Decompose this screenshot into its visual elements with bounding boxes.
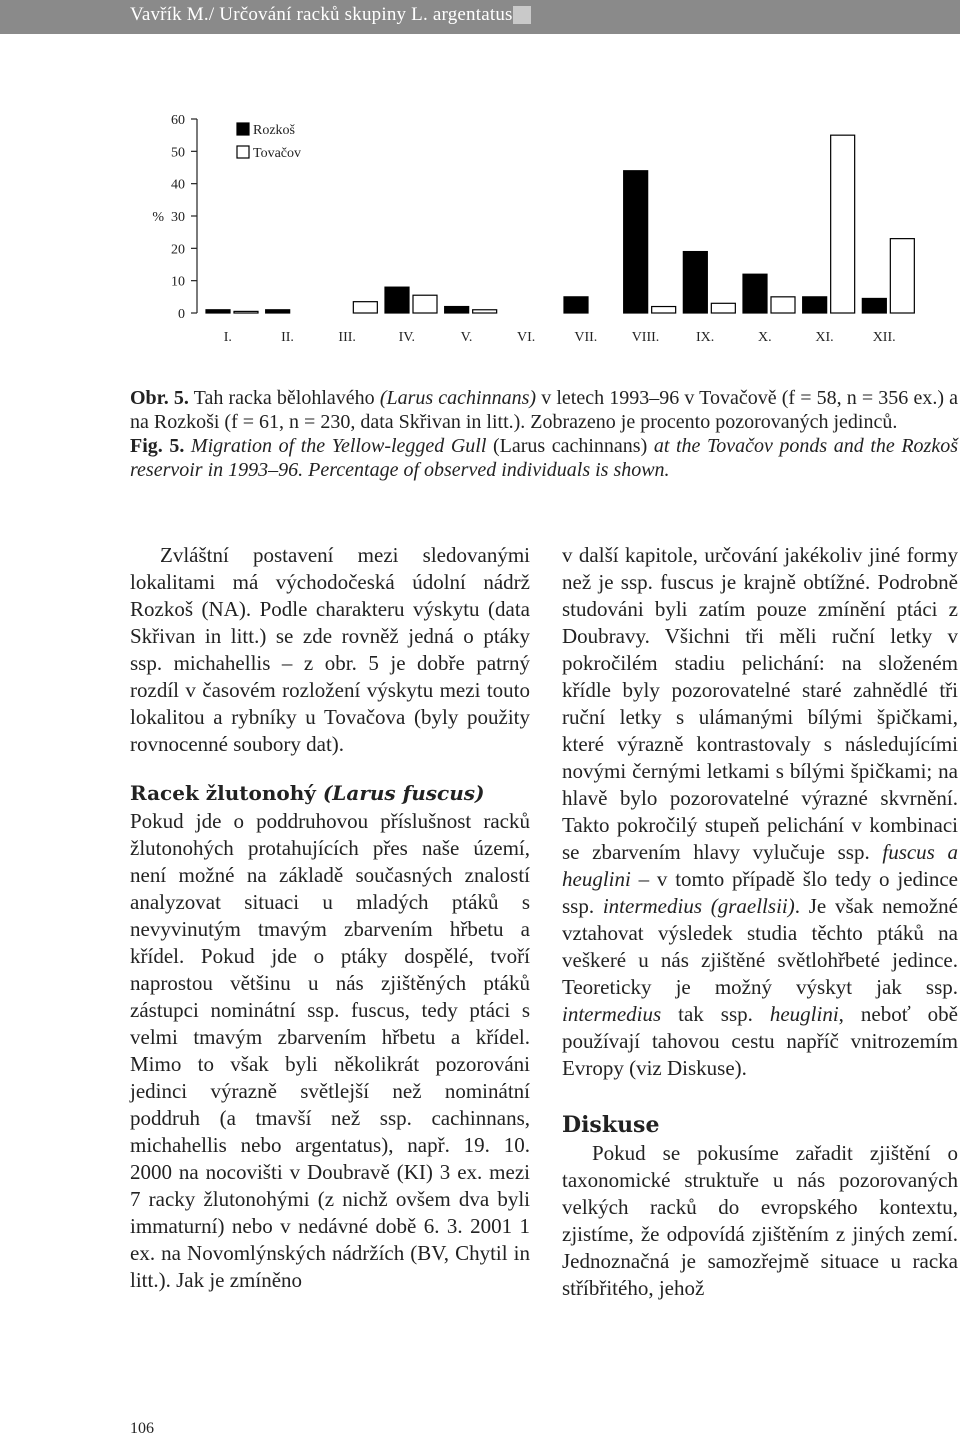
bar-Rozkoš-VII.: [564, 297, 588, 313]
y-axis-label: %: [152, 210, 164, 225]
y-tick-label: 20: [171, 242, 185, 258]
caption-cz-label: Obr. 5.: [130, 387, 189, 409]
left-paragraph-1: Zvláštní postavení mezi sledovanými lokalitami má východočeská údolní nádrž Rozkoš (NA). Podle charakteru výskytu (data Skřivan in litt.) se zde rovněž jedná o ptáky ssp. michahellis – z obr. 5 je dobře patrný rozdíl v časovém rozložení výskytu mezi touto lokalitou a rybníky u Tovačova (byly použity rovnocenné soubory dat).: [130, 543, 530, 756]
caption-en-text-2: at the Tovačov ponds and the Rozkoš reservoir in 1993–96. Percentage of observed individuals is shown.: [130, 435, 958, 481]
right-column: [562, 542, 958, 1302]
x-tick-label: V.: [460, 330, 473, 345]
bar-Rozkoš-IV.: [385, 287, 409, 313]
bar-Rozkoš-IX.: [683, 252, 707, 313]
right-p1-text-a: v další kapitole, určování jakékoliv jiné formy než je ssp. fuscus je krajně obtížné. Podrobně studováni byli zatím pouze zmínění ptáci z Doubravy. Všichni tři měli ruční letky v pokročilém stadiu pelichání: na složeném křídle byly pozorovatelné staré zahnědlé tři ruční letky s ulámanými bílými špičkami, které výrazně kontrastovaly s následujícími novými černými letkami s bílými špičkami; na hlavě bylo pozorovatelné výrazné skvrnění. Takto pokročilý stupeň pelichání v kombinaci se zbarvením hlavy vylučuje ssp.: [562, 543, 958, 864]
bar-Tovačov-X.: [771, 297, 795, 313]
bar-Tovačov-VIII.: [652, 307, 676, 313]
x-tick-label: VII.: [574, 330, 598, 345]
y-tick-label: 60: [171, 113, 185, 128]
running-title: Vavřík M./ Určování racků skupiny L. argentatus: [130, 4, 513, 25]
legend-label: Tovačov: [253, 146, 302, 161]
bar-Tovačov-V.: [473, 310, 497, 313]
heading-species: (Larus fuscus): [322, 781, 485, 805]
figure-caption: [130, 386, 958, 482]
legend-label: Rozkoš: [253, 123, 295, 138]
bar-Rozkoš-XI.: [803, 297, 827, 313]
x-tick-label: III.: [338, 330, 356, 345]
y-tick-label: 50: [171, 145, 185, 161]
section-heading-larus-fuscus: [130, 778, 530, 808]
left-paragraph-2: Pokud jde o poddruhovou příslušnost racků žlutonohých protahujících přes naše území, není možné na základě současných znalostí analyzovat situaci u mladých ptáků s nevyvinutým tmavým zbarvením hřbetu a křídel. Pokud jde o ptáky dospělé, tvoří naprostou většinu u nás zjištěných ptáků zástupci nominátní ssp. fuscus, tedy ptáci s velmi tmavým zbarvením hřbetu a křídel. Mimo to však byli několikrát pozorováni jedinci výrazně světlejší než nominátní poddruh (a tmavší než ssp. cachinnans, michahellis nebo argentatus), např. 19. 10. 2000 na nocovišti v Doubravě (KI) 3 ex. mezi 7 racky žlutonohými (z nichž ovšem dva byli immaturní) nebo v nedávné době 6. 3. 2001 1 ex. na Novomlýnských nádržích (BV, Chytil in litt.). Jak je zmíněno: [130, 809, 530, 1292]
x-tick-label: IX.: [696, 330, 715, 345]
bar-Rozkoš-I.: [206, 310, 230, 313]
y-tick-label: 0: [178, 307, 185, 322]
x-tick-label: IV.: [398, 330, 416, 345]
bar-Rozkoš-X.: [743, 274, 767, 313]
bar-Tovačov-XI.: [831, 135, 855, 313]
x-tick-label: XII.: [872, 330, 896, 345]
x-tick-label: XI.: [815, 330, 834, 345]
caption-english: [130, 434, 958, 482]
right-p1-text-i: , neboť obě používají tahovou cestu napříč vnitrozemím Evropy (viz Diskuse).: [562, 1002, 958, 1080]
right-p1-species-fuscus-heuglini: fuscus a heuglini: [562, 840, 958, 891]
x-tick-label: X.: [758, 330, 772, 345]
caption-cz-text-2: v letech 1993–96 v Tovačově (f = 58, n = 356 ex.) a na Rozkoši (f = 61, n = 230, data Skřivan in litt.). Zobrazeno je procento pozorovaných jedinců.: [130, 387, 958, 433]
left-column: [130, 542, 530, 1294]
running-header: [0, 0, 960, 34]
right-paragraph-2: Pokud se pokusíme zařadit zjištění o taxonomické struktuře u nás pozorovaných velkých racků do evropského kontextu, zjistíme, že odpovídá zjištěním z jiných zemí. Jednoznačná je samozřejmě situace u racka stříbřitého, jehož: [562, 1141, 958, 1300]
section-heading-diskuse: Diskuse: [562, 1112, 660, 1138]
bar-Rozkoš-XII.: [862, 298, 886, 313]
right-p1-text-e: . Je však nemožné vztahovat výsledek studia těchto ptáků na veškeré u nás zjištěné světlohřbeté jedince. Teoreticky je možný výskyt jak ssp.: [562, 894, 958, 999]
migration-bar-chart: [120, 95, 920, 365]
legend-swatch-Rozkoš: [237, 123, 249, 135]
right-p1-text-c: – v tomto případě šlo tedy o jedince ssp.: [562, 867, 958, 918]
right-p1-text-g: tak ssp.: [661, 1002, 770, 1026]
y-tick-label: 10: [171, 274, 185, 290]
bar-Rozkoš-V.: [445, 307, 469, 313]
x-tick-label: I.: [223, 330, 232, 345]
y-tick-label: 30: [171, 210, 185, 225]
bar-Rozkoš-VIII.: [624, 171, 648, 313]
x-tick-label: VI.: [517, 330, 536, 345]
bar-Tovačov-III.: [353, 302, 377, 313]
heading-prefix: Racek žlutonohý: [130, 781, 323, 805]
caption-czech: [130, 386, 958, 434]
right-p1-species-heuglini: heuglini: [769, 1002, 839, 1026]
caption-cz-text-1: Tah racka bělohlavého: [188, 387, 380, 409]
right-paragraph-1: [562, 542, 958, 1082]
bar-Rozkoš-II.: [266, 310, 290, 313]
header-square-marker: [513, 6, 531, 24]
bar-Tovačov-I.: [234, 311, 258, 313]
bar-Tovačov-XII.: [890, 239, 914, 313]
right-p1-species-intermedius-graellsii: intermedius (graellsii): [602, 894, 795, 918]
page-number: 106: [130, 1420, 154, 1437]
x-tick-label: II.: [281, 330, 294, 345]
bar-Tovačov-IX.: [711, 303, 735, 313]
y-tick-label: 40: [171, 177, 185, 193]
legend-swatch-Tovačov: [237, 146, 249, 158]
caption-en-label: Fig. 5.: [130, 435, 185, 457]
right-p1-species-intermedius: intermedius: [562, 1002, 662, 1026]
caption-cz-species: (Larus cachinnans): [379, 387, 537, 409]
caption-en-text-1: Migration of the Yellow-legged Gull: [184, 435, 493, 457]
x-tick-label: VIII.: [631, 330, 660, 345]
caption-en-species: (Larus cachinnans): [492, 435, 648, 457]
bar-Tovačov-IV.: [413, 295, 437, 313]
